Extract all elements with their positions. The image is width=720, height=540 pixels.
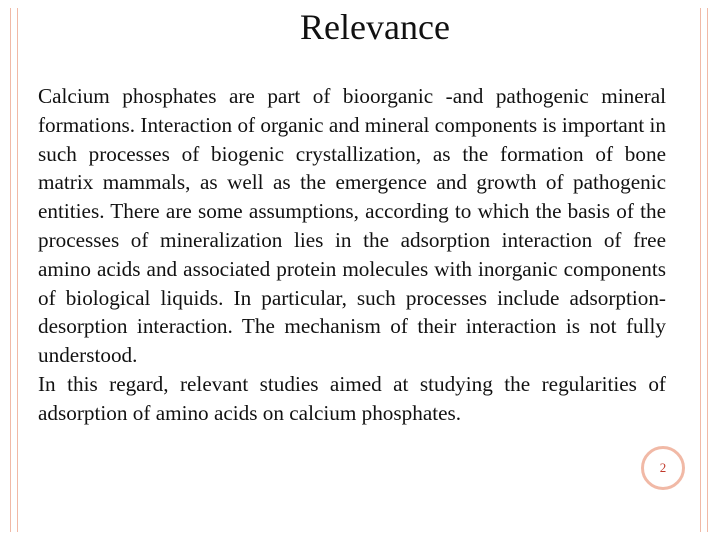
body-paragraph: In this regard, relevant studies aimed at studying the regularities of adsorption of amino acids on calcium phosphates. [38,371,666,425]
page-number: 2 [659,460,667,475]
slide-title: Relevance [300,7,450,47]
page-number-badge [641,446,685,490]
body-paragraph: Calcium phosphates are part of bioorganic -and pathogenic mineral formations. Interaction of organic and mineral components is important in such processes of biogenic crystallization, as the formation of bone matrix mammals, as well as the emergence and growth of pathogenic entities. There are some assumptions, according to which the basis of the processes of mineralization lies in the adsorption interaction of free amino acids and associated protein molecules with inorganic components of biological liquids. In particular, such processes include adsorption-desorption interaction. The mechanism of their interaction is not fully understood. [38,84,667,368]
slide-body [38,82,666,428]
